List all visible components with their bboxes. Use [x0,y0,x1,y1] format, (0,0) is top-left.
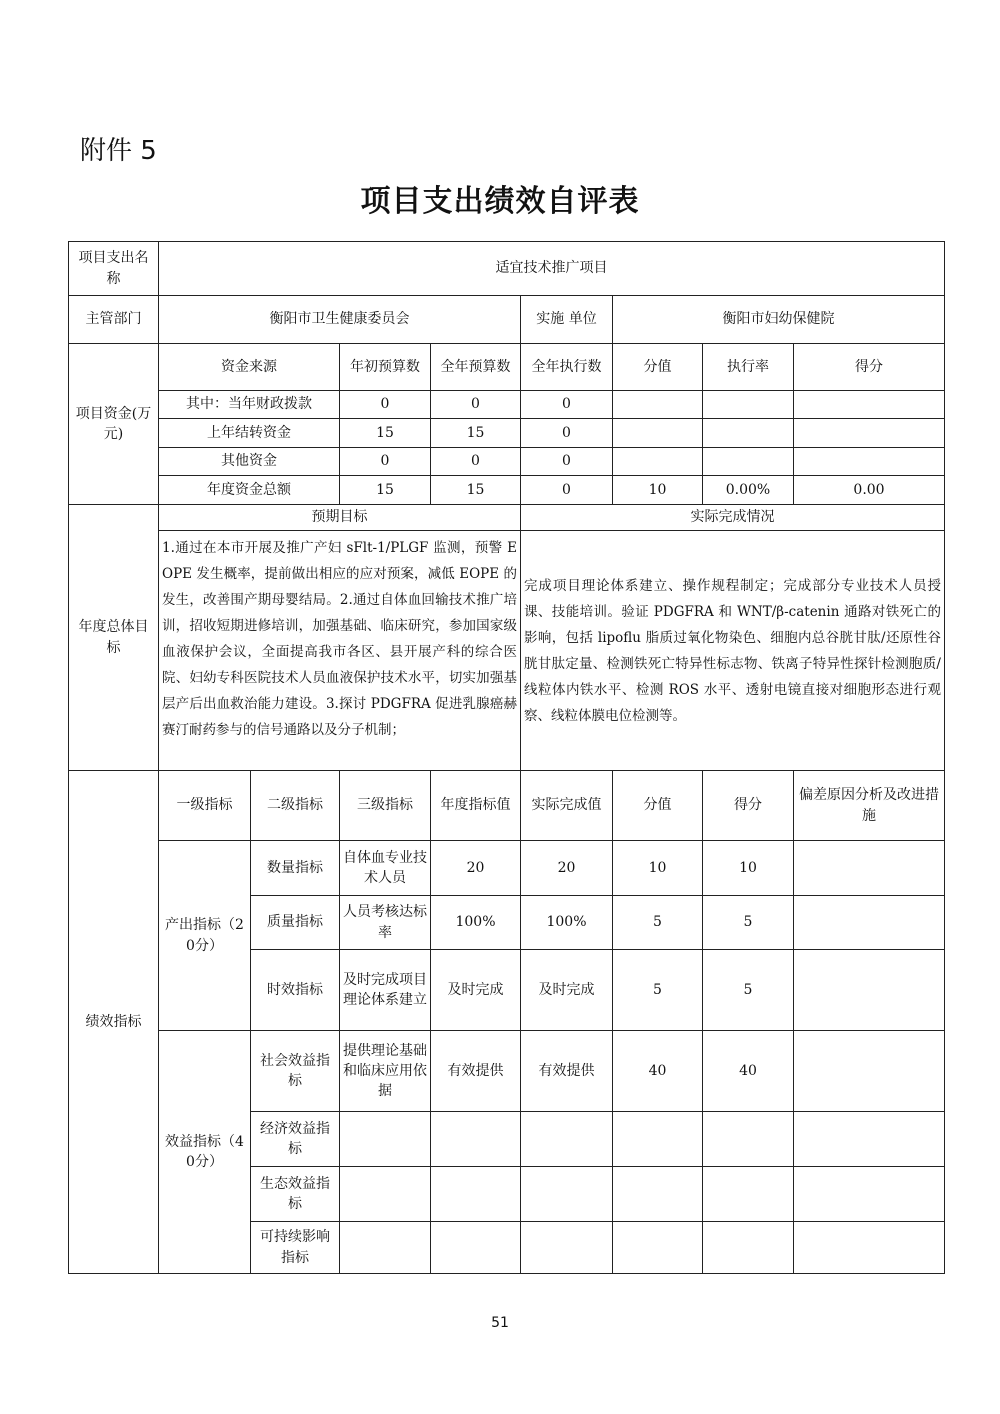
funds-cell [703,419,794,448]
perf-cell: 质量指标 [251,896,340,950]
perf-cell [703,1167,794,1222]
funds-cell: 0 [521,448,613,476]
perf-row [69,841,945,896]
funds-cell: 0 [431,448,521,476]
funds-cell [613,448,703,476]
funds-cell: 0 [521,476,613,505]
perf-cell [703,1112,794,1167]
funds-cell [794,419,945,448]
page-number: 51 [491,1315,509,1331]
perf-cell: 20 [521,841,613,896]
funds-row [69,476,945,505]
perf-cell [794,896,945,950]
funds-cell: 0 [521,391,613,419]
perf-cell [613,1167,703,1222]
perf-cell: 生态效益指标 [251,1167,340,1222]
funds-cell [794,448,945,476]
perf-cell: 100% [521,896,613,950]
perf-label: 绩效指标 [69,771,159,1274]
perf-cell [521,1167,613,1222]
funds-cell: 上年结转资金 [159,419,340,448]
goals-label: 年度总体目标 [69,505,159,771]
perf-cell [340,1167,431,1222]
perf-cell: 及时完成 [431,950,521,1031]
perf-cell: 有效提供 [521,1031,613,1112]
dept-value: 衡阳市卫生健康委员会 [159,296,521,344]
perf-cell: 10 [613,841,703,896]
perf-cell [794,1112,945,1167]
evaluation-table [68,241,945,1274]
funds-header-executed: 全年执行数 [521,344,613,391]
funds-cell: 15 [340,419,431,448]
perf-cell: 自体血专业技术人员 [340,841,431,896]
expected-goal-text: 1.通过在本市开展及推广产妇 sFlt-1/PLGF 监测，预警 EOPE 发生概率，提前做出相应的应对预案，减低 EOPE 的发生，改善围产期母婴结局。2.通过自体血回输技术推广培训，招收短期进修培训，加强基础、临床研究，参加国家级血液保护会议，全面提高我市各区、县开展产科的综合医院、妇幼专科医院技术人员血液保护技术水平，切实加强基层产后出血救治能力建设。3.探讨 PDGFRA 促进乳腺癌赫赛汀耐药参与的信号通路以及分子机制； [159,531,521,771]
funds-cell: 年度资金总额 [159,476,340,505]
annex-label: 附件 5 [80,136,157,166]
dept-label: 主管部门 [69,296,159,344]
funds-cell [703,391,794,419]
funds-header-annual: 全年预算数 [431,344,521,391]
perf-cell [521,1112,613,1167]
funds-cell [613,391,703,419]
perf-header-l3: 三级指标 [340,771,431,841]
perf-cell: 数量指标 [251,841,340,896]
perf-cell: 5 [613,896,703,950]
perf-header-l2: 二级指标 [251,771,340,841]
perf-header-actual: 实际完成值 [521,771,613,841]
perf-header-score: 分值 [613,771,703,841]
perf-cell: 经济效益指标 [251,1112,340,1167]
perf-cell: 时效指标 [251,950,340,1031]
benefit-indicator-label: 效益指标（40分） [159,1031,251,1274]
funds-cell: 0 [340,448,431,476]
funds-cell [613,419,703,448]
funds-cell: 0 [340,391,431,419]
funds-header-score: 分值 [613,344,703,391]
perf-cell [521,1222,613,1274]
funds-header-got: 得分 [794,344,945,391]
perf-header-target: 年度指标值 [431,771,521,841]
perf-cell [703,1222,794,1274]
perf-cell [794,1167,945,1222]
perf-cell: 有效提供 [431,1031,521,1112]
funds-cell: 10 [613,476,703,505]
impl-value: 衡阳市妇幼保健院 [613,296,945,344]
perf-header-l1: 一级指标 [159,771,251,841]
funds-cell: 0.00 [794,476,945,505]
impl-label: 实施 单位 [521,296,613,344]
perf-cell: 100% [431,896,521,950]
funds-cell: 0 [431,391,521,419]
perf-cell: 人员考核达标率 [340,896,431,950]
perf-cell [613,1222,703,1274]
project-name-label: 项目支出名称 [69,242,159,296]
perf-cell [340,1222,431,1274]
perf-cell [794,1222,945,1274]
funds-row [69,391,945,419]
perf-cell [794,841,945,896]
perf-cell [431,1167,521,1222]
perf-cell: 40 [613,1031,703,1112]
perf-cell [431,1222,521,1274]
perf-cell: 40 [703,1031,794,1112]
funds-cell [794,391,945,419]
perf-header-got: 得分 [703,771,794,841]
perf-cell: 5 [613,950,703,1031]
perf-cell [340,1112,431,1167]
funds-cell: 15 [431,419,521,448]
page-title: 项目支出绩效自评表 [360,184,640,219]
perf-cell [794,950,945,1031]
project-name: 适宜技术推广项目 [159,242,945,296]
funds-header-source: 资金来源 [159,344,340,391]
perf-cell: 及时完成 [521,950,613,1031]
perf-cell [613,1112,703,1167]
funds-row [69,448,945,476]
funds-cell: 0.00% [703,476,794,505]
funds-row [69,419,945,448]
funds-cell [703,448,794,476]
funds-header-initial: 年初预算数 [340,344,431,391]
funds-cell: 0 [521,419,613,448]
funds-cell: 15 [340,476,431,505]
perf-cell: 可持续影响指标 [251,1222,340,1274]
funds-cell: 15 [431,476,521,505]
perf-cell: 5 [703,896,794,950]
perf-cell: 提供理论基础和临床应用依据 [340,1031,431,1112]
perf-cell: 20 [431,841,521,896]
perf-cell: 及时完成项目理论体系建立 [340,950,431,1031]
perf-cell: 社会效益指标 [251,1031,340,1112]
perf-cell: 5 [703,950,794,1031]
perf-header-note: 偏差原因分析及改进措施 [794,771,945,841]
expected-goal-header: 预期目标 [159,505,521,531]
perf-row [69,1031,945,1112]
perf-cell [794,1031,945,1112]
funds-label: 项目资金(万元) [69,344,159,505]
actual-result-text: 完成项目理论体系建立、操作规程制定；完成部分专业技术人员授课、技能培训。验证 PDGFRA 和 WNT/β-catenin 通路对铁死亡的影响，包括 lipoflu 脂质过氧化物染色、细胞内总谷胱甘肽/还原性谷胱甘肽定量、检测铁死亡特异性标志物、铁离子特异性探针检测胞质/线粒体内铁水平、检测 ROS 水平、透射电镜直接对细胞形态进行观察、线粒体膜电位检测等。 [521,531,945,771]
output-indicator-label: 产出指标（20分） [159,841,251,1031]
funds-header-rate: 执行率 [703,344,794,391]
perf-cell: 10 [703,841,794,896]
actual-result-header: 实际完成情况 [521,505,945,531]
funds-cell: 其他资金 [159,448,340,476]
funds-cell: 其中：当年财政拨款 [159,391,340,419]
perf-cell [431,1112,521,1167]
